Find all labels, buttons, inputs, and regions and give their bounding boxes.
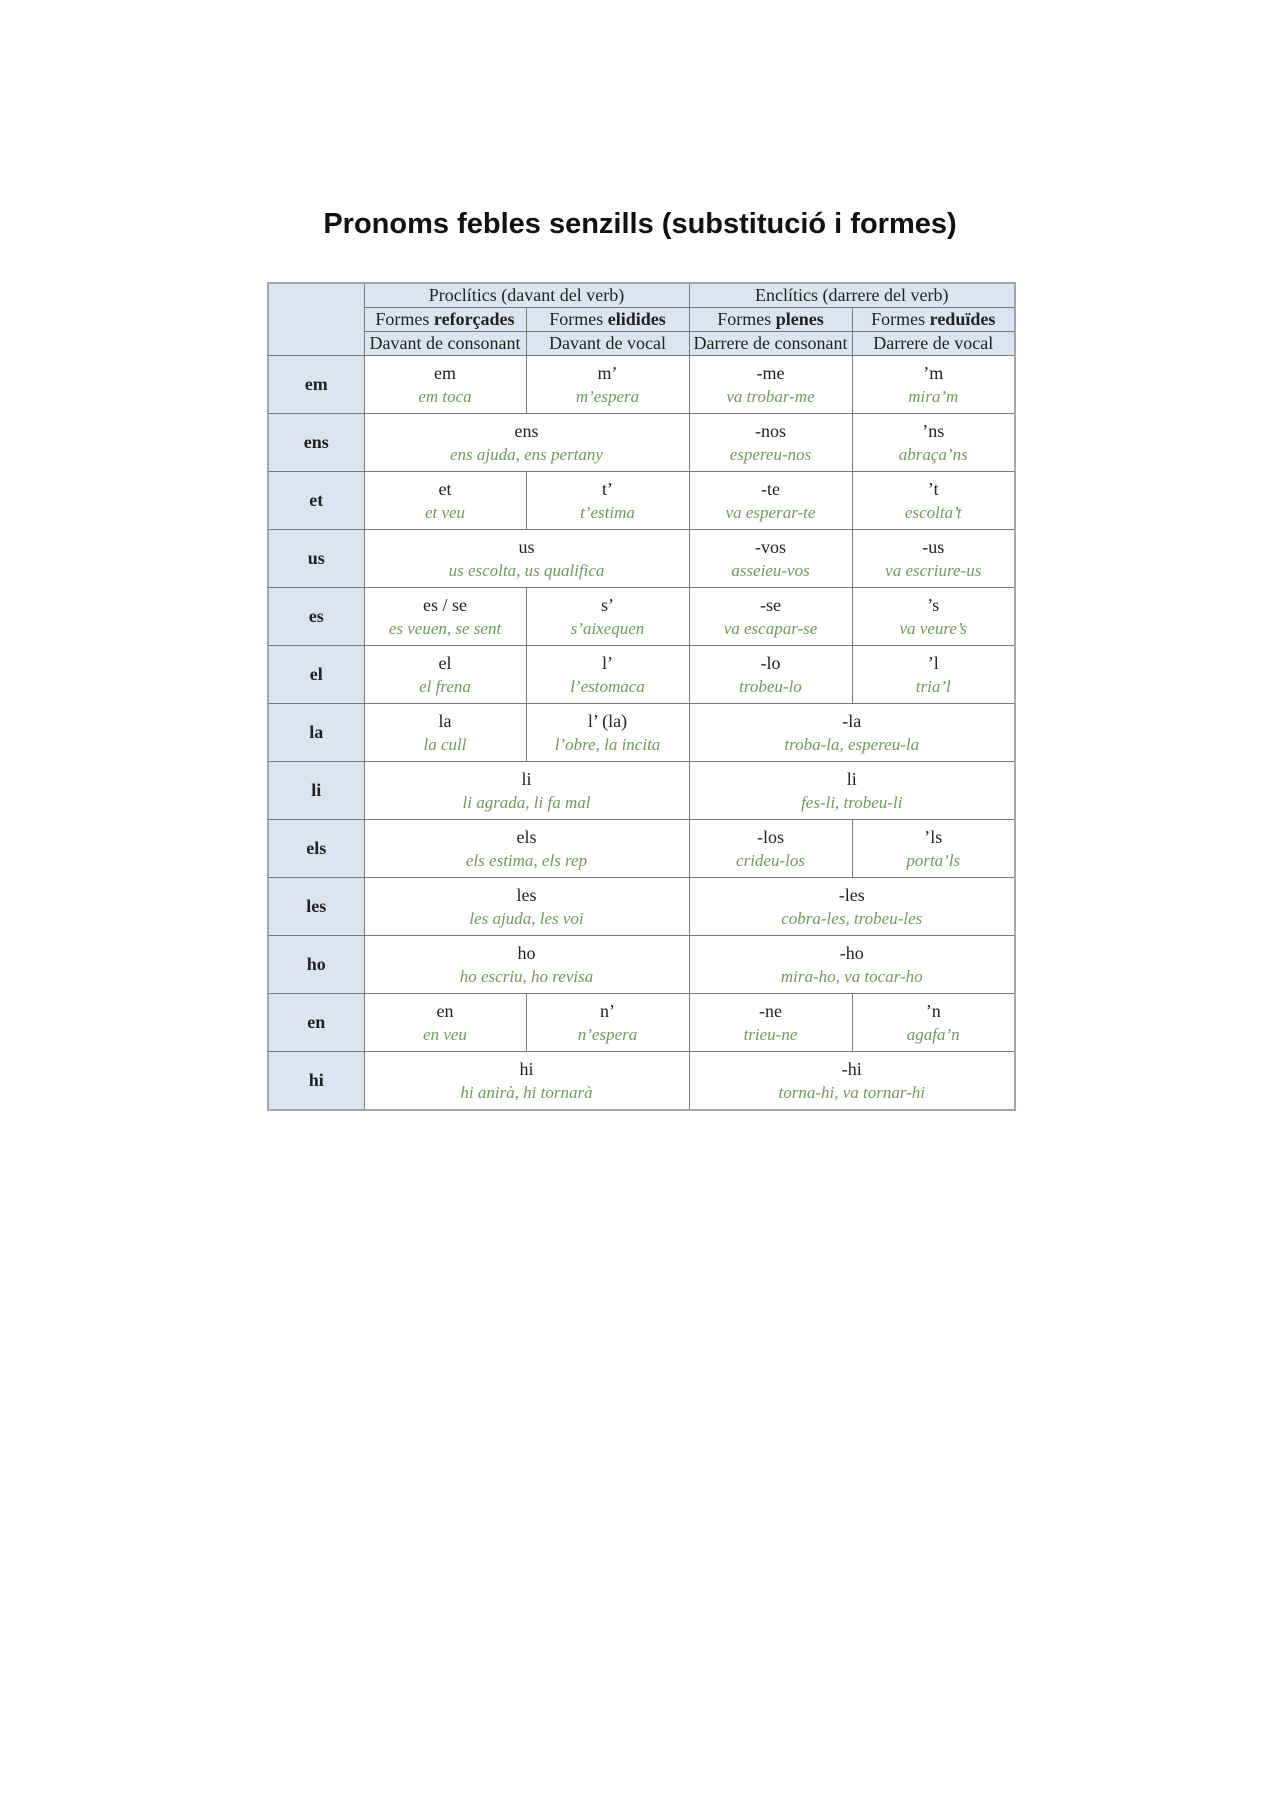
header-form-type-name: reforçades — [433, 309, 515, 329]
pronoun-form-cell — [852, 530, 1015, 588]
pronoun-example: en veu — [423, 1024, 467, 1044]
pronoun-example: es veuen, se sent — [388, 618, 502, 638]
pronoun-form-cell — [364, 1052, 689, 1111]
pronoun-label: ens — [268, 414, 364, 472]
pronoun-form-cell — [689, 820, 852, 878]
header-form-type — [689, 308, 852, 332]
header-position: Davant de vocal — [526, 332, 689, 356]
pronoun-form-cell — [364, 820, 689, 878]
pronoun-label: el — [268, 646, 364, 704]
table-row — [268, 646, 1015, 704]
table-row — [268, 588, 1015, 646]
pronoun-form-cell — [689, 646, 852, 704]
pronoun-form: -los — [757, 826, 784, 847]
pronoun-example: les ajuda, les voi — [469, 908, 584, 928]
table-row — [268, 356, 1015, 414]
header-form-type-prefix: Formes — [717, 309, 772, 329]
header-form-type — [364, 308, 526, 332]
pronoun-form-cell — [689, 1052, 1015, 1111]
pronoun-form-cell — [526, 472, 689, 530]
pronoun-example: trieu-ne — [743, 1024, 798, 1044]
pronoun-example: espereu-nos — [729, 444, 812, 464]
pronoun-form: -nos — [755, 420, 786, 441]
pronoun-form-cell — [364, 994, 526, 1052]
pronoun-form: ’m — [923, 362, 944, 383]
pronoun-form: ’t — [927, 478, 939, 499]
pronoun-form-cell — [364, 646, 526, 704]
pronoun-label: ho — [268, 936, 364, 994]
pronoun-form-cell — [689, 414, 852, 472]
pronoun-form-cell — [364, 704, 526, 762]
pronoun-form-cell — [852, 820, 1015, 878]
pronoun-example: troba-la, espereu-la — [784, 734, 920, 754]
pronoun-example: tria’l — [915, 676, 951, 696]
pronoun-label: les — [268, 878, 364, 936]
pronoun-example: t’estima — [580, 502, 635, 522]
pronoun-example: va escriure-us — [885, 560, 982, 580]
pronoun-label: us — [268, 530, 364, 588]
pronoun-form: -te — [761, 478, 780, 499]
pronoun-form-cell — [689, 530, 852, 588]
pronoun-form-cell — [852, 472, 1015, 530]
pronoun-form: -hi — [841, 1058, 862, 1079]
pronoun-example: abraça’ns — [898, 444, 968, 464]
table-row — [268, 530, 1015, 588]
pronoun-form: l’ (la) — [587, 710, 628, 731]
pronoun-form: ’ls — [924, 826, 943, 847]
pronoun-example: va escapar-se — [723, 618, 818, 638]
header-form-type — [526, 308, 689, 332]
pronoun-form-cell — [364, 588, 526, 646]
pronoun-example: s’aixequen — [570, 618, 645, 638]
pronoun-example: el frena — [419, 676, 471, 696]
table-row — [268, 762, 1015, 820]
pronoun-example: mira’m — [908, 386, 959, 406]
header-form-type-prefix: Formes — [375, 309, 430, 329]
pronoun-form: -la — [842, 710, 862, 731]
header-corner-cell — [268, 283, 364, 356]
pronoun-example: porta’ls — [906, 850, 961, 870]
pronoun-form-cell — [526, 704, 689, 762]
pronoun-example: va trobar-me — [726, 386, 815, 406]
pronoun-form: s’ — [601, 594, 614, 615]
table-row — [268, 414, 1015, 472]
pronoun-form-cell — [364, 356, 526, 414]
header-form-type-name: reduïdes — [929, 309, 996, 329]
pronoun-example: va veure’s — [899, 618, 967, 638]
pronoun-form: ’n — [925, 1000, 941, 1021]
pronoun-form-cell — [526, 994, 689, 1052]
pronoun-form: -me — [756, 362, 785, 383]
pronoun-form: ens — [514, 420, 539, 441]
pronoun-form-cell — [689, 762, 1015, 820]
pronoun-form-cell — [526, 646, 689, 704]
table-row — [268, 1052, 1015, 1111]
pronoun-form-cell — [364, 414, 689, 472]
header-position: Darrere de vocal — [852, 332, 1015, 356]
pronoun-form: -lo — [760, 652, 781, 673]
pronoun-form-cell — [364, 530, 689, 588]
pronoun-form-cell — [689, 356, 852, 414]
pronoun-form: us — [518, 536, 535, 557]
pronoun-example: torna-hi, va tornar-hi — [778, 1082, 926, 1102]
pronoun-example: l’obre, la incita — [554, 734, 661, 754]
header-form-type-prefix: Formes — [549, 309, 604, 329]
pronoun-label: et — [268, 472, 364, 530]
pronoun-form: ’ns — [922, 420, 945, 441]
pronoun-example: m’espera — [575, 386, 640, 406]
pronoun-label: els — [268, 820, 364, 878]
header-form-type — [852, 308, 1015, 332]
pronoun-example: ens ajuda, ens pertany — [450, 444, 603, 464]
pronoun-form-cell — [689, 878, 1015, 936]
pronoun-form: et — [438, 478, 452, 499]
header-form-type-prefix: Formes — [871, 309, 926, 329]
pronoun-form-cell — [689, 704, 1015, 762]
header-proclitics: Proclítics (davant del verb) — [364, 283, 689, 308]
table-row — [268, 994, 1015, 1052]
header-position: Darrere de consonant — [689, 332, 852, 356]
pronoun-form: li — [846, 768, 857, 789]
pronoun-example: cobra-les, trobeu-les — [781, 908, 923, 928]
pronoun-example: li agrada, li fa mal — [462, 792, 591, 812]
pronoun-example: trobeu-lo — [739, 676, 802, 696]
pronoun-form: li — [521, 768, 532, 789]
pronoun-label: es — [268, 588, 364, 646]
pronoun-form: la — [438, 710, 452, 731]
pronoun-form: l’ — [602, 652, 613, 673]
pronoun-form: -se — [760, 594, 781, 615]
pronoun-form: el — [438, 652, 452, 673]
pronoun-form-cell — [852, 414, 1015, 472]
pronoun-example: agafa’n — [906, 1024, 960, 1044]
pronoun-label: hi — [268, 1052, 364, 1111]
pronoun-form: -vos — [755, 536, 786, 557]
pronoun-example: crideu-los — [736, 850, 805, 870]
pronoun-form: -ne — [759, 1000, 782, 1021]
pronoun-example: els estima, els rep — [465, 850, 588, 870]
table-row — [268, 820, 1015, 878]
pronoun-example: em toca — [418, 386, 472, 406]
pronoun-form: es / se — [423, 594, 467, 615]
pronoun-label: em — [268, 356, 364, 414]
pronoun-form: n’ — [600, 1000, 615, 1021]
pronoun-form-cell — [689, 588, 852, 646]
pronouns-table — [267, 282, 1016, 1111]
pronoun-example: va esperar-te — [725, 502, 816, 522]
pronoun-form: ho — [517, 942, 536, 963]
pronoun-form-cell — [689, 994, 852, 1052]
pronoun-form-cell — [689, 472, 852, 530]
pronoun-form: -les — [838, 884, 865, 905]
pronoun-form-cell — [852, 588, 1015, 646]
table-row — [268, 704, 1015, 762]
pronoun-form: els — [516, 826, 537, 847]
pronoun-form: hi — [519, 1058, 534, 1079]
pronoun-form: les — [516, 884, 537, 905]
pronoun-form: ’l — [927, 652, 939, 673]
pronoun-example: asseieu-vos — [731, 560, 810, 580]
pronoun-example: n’espera — [577, 1024, 638, 1044]
pronoun-example: la cull — [423, 734, 467, 754]
pronoun-example: hi anirà, hi tornarà — [460, 1082, 593, 1102]
pronoun-form: -ho — [839, 942, 864, 963]
pronoun-form: ’s — [927, 594, 940, 615]
pronoun-form: t’ — [602, 478, 613, 499]
pronoun-form-cell — [364, 472, 526, 530]
pronoun-form-cell — [364, 762, 689, 820]
pronoun-example: escolta’t — [904, 502, 962, 522]
pronoun-example: l’estomaca — [570, 676, 645, 696]
pronoun-form-cell — [526, 588, 689, 646]
table-body — [268, 356, 1015, 1111]
pronoun-example: fes-li, trobeu-li — [801, 792, 903, 812]
pronoun-example: ho escriu, ho revisa — [459, 966, 594, 986]
pronoun-example: et veu — [424, 502, 466, 522]
pronoun-form: -us — [922, 536, 945, 557]
page-title: Pronoms febles senzills (substitució i formes) — [323, 208, 957, 240]
pronoun-form: en — [436, 1000, 454, 1021]
header-position: Davant de consonant — [364, 332, 526, 356]
pronoun-example: mira-ho, va tocar-ho — [780, 966, 923, 986]
header-enclitics: Enclítics (darrere del verb) — [689, 283, 1015, 308]
table-row — [268, 472, 1015, 530]
pronoun-form-cell — [852, 646, 1015, 704]
pronoun-label: en — [268, 994, 364, 1052]
pronoun-label: li — [268, 762, 364, 820]
pronoun-form: m’ — [597, 362, 618, 383]
pronouns-table-wrapper — [267, 282, 1014, 1111]
pronoun-form: em — [434, 362, 456, 383]
pronoun-form-cell — [526, 356, 689, 414]
pronoun-form-cell — [852, 356, 1015, 414]
pronoun-label: la — [268, 704, 364, 762]
pronoun-form-cell — [364, 936, 689, 994]
pronoun-example: us escolta, us qualifica — [448, 560, 605, 580]
header-form-type-name: plenes — [775, 309, 824, 329]
table-row — [268, 878, 1015, 936]
pronoun-form-cell — [852, 994, 1015, 1052]
pronoun-form-cell — [364, 878, 689, 936]
header-form-type-name: elidides — [607, 309, 666, 329]
pronoun-form-cell — [689, 936, 1015, 994]
table-row — [268, 936, 1015, 994]
